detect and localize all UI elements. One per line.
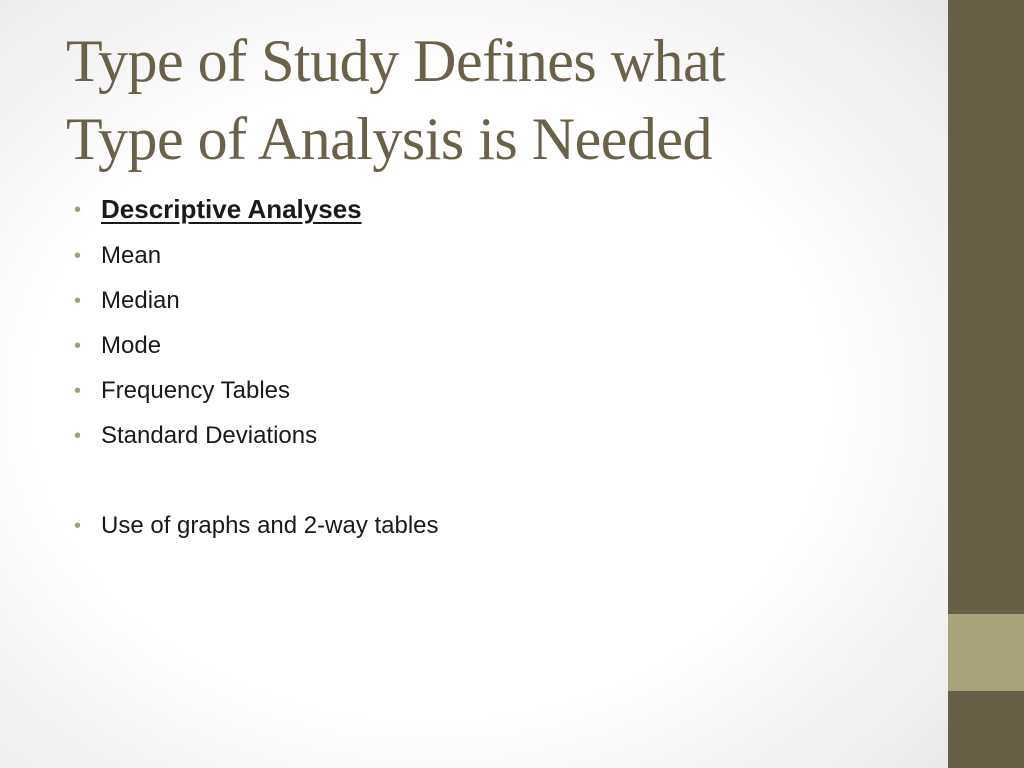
bullet-item-graphs-and-tables xyxy=(74,503,914,548)
bullet-marker-icon: • xyxy=(74,424,82,447)
bullet-marker-icon: • xyxy=(74,198,82,221)
bullet-item-mean xyxy=(74,233,914,278)
bullet-marker-icon: • xyxy=(74,334,82,357)
slide-title-line-2: Type of Analysis is Needed xyxy=(66,106,713,172)
bullet-spacer xyxy=(74,458,914,503)
slide-title xyxy=(66,22,926,178)
bullet-item-standard-deviations xyxy=(74,413,914,458)
sidebar-accent-block xyxy=(948,614,1024,691)
bullet-label: Mean xyxy=(101,241,162,269)
bullet-label: Frequency Tables xyxy=(101,376,290,404)
bullet-label: Use of graphs and 2-way tables xyxy=(101,511,439,539)
bullet-item-median xyxy=(74,278,914,323)
bullet-marker-icon: • xyxy=(74,244,82,267)
bullet-label: Mode xyxy=(101,331,162,359)
slide-title-line-1: Type of Study Defines what xyxy=(66,28,726,94)
bullet-label: Descriptive Analyses xyxy=(101,194,362,224)
bullet-list xyxy=(74,186,914,548)
bullet-label: Standard Deviations xyxy=(101,421,318,449)
bullet-label: Median xyxy=(101,286,180,314)
bullet-item-descriptive-analyses xyxy=(74,186,914,233)
bullet-marker-icon: • xyxy=(74,514,82,537)
bullet-marker-icon: • xyxy=(74,289,82,312)
bullet-item-mode xyxy=(74,323,914,368)
bullet-item-frequency-tables xyxy=(74,368,914,413)
bullet-marker-icon: • xyxy=(74,379,82,402)
